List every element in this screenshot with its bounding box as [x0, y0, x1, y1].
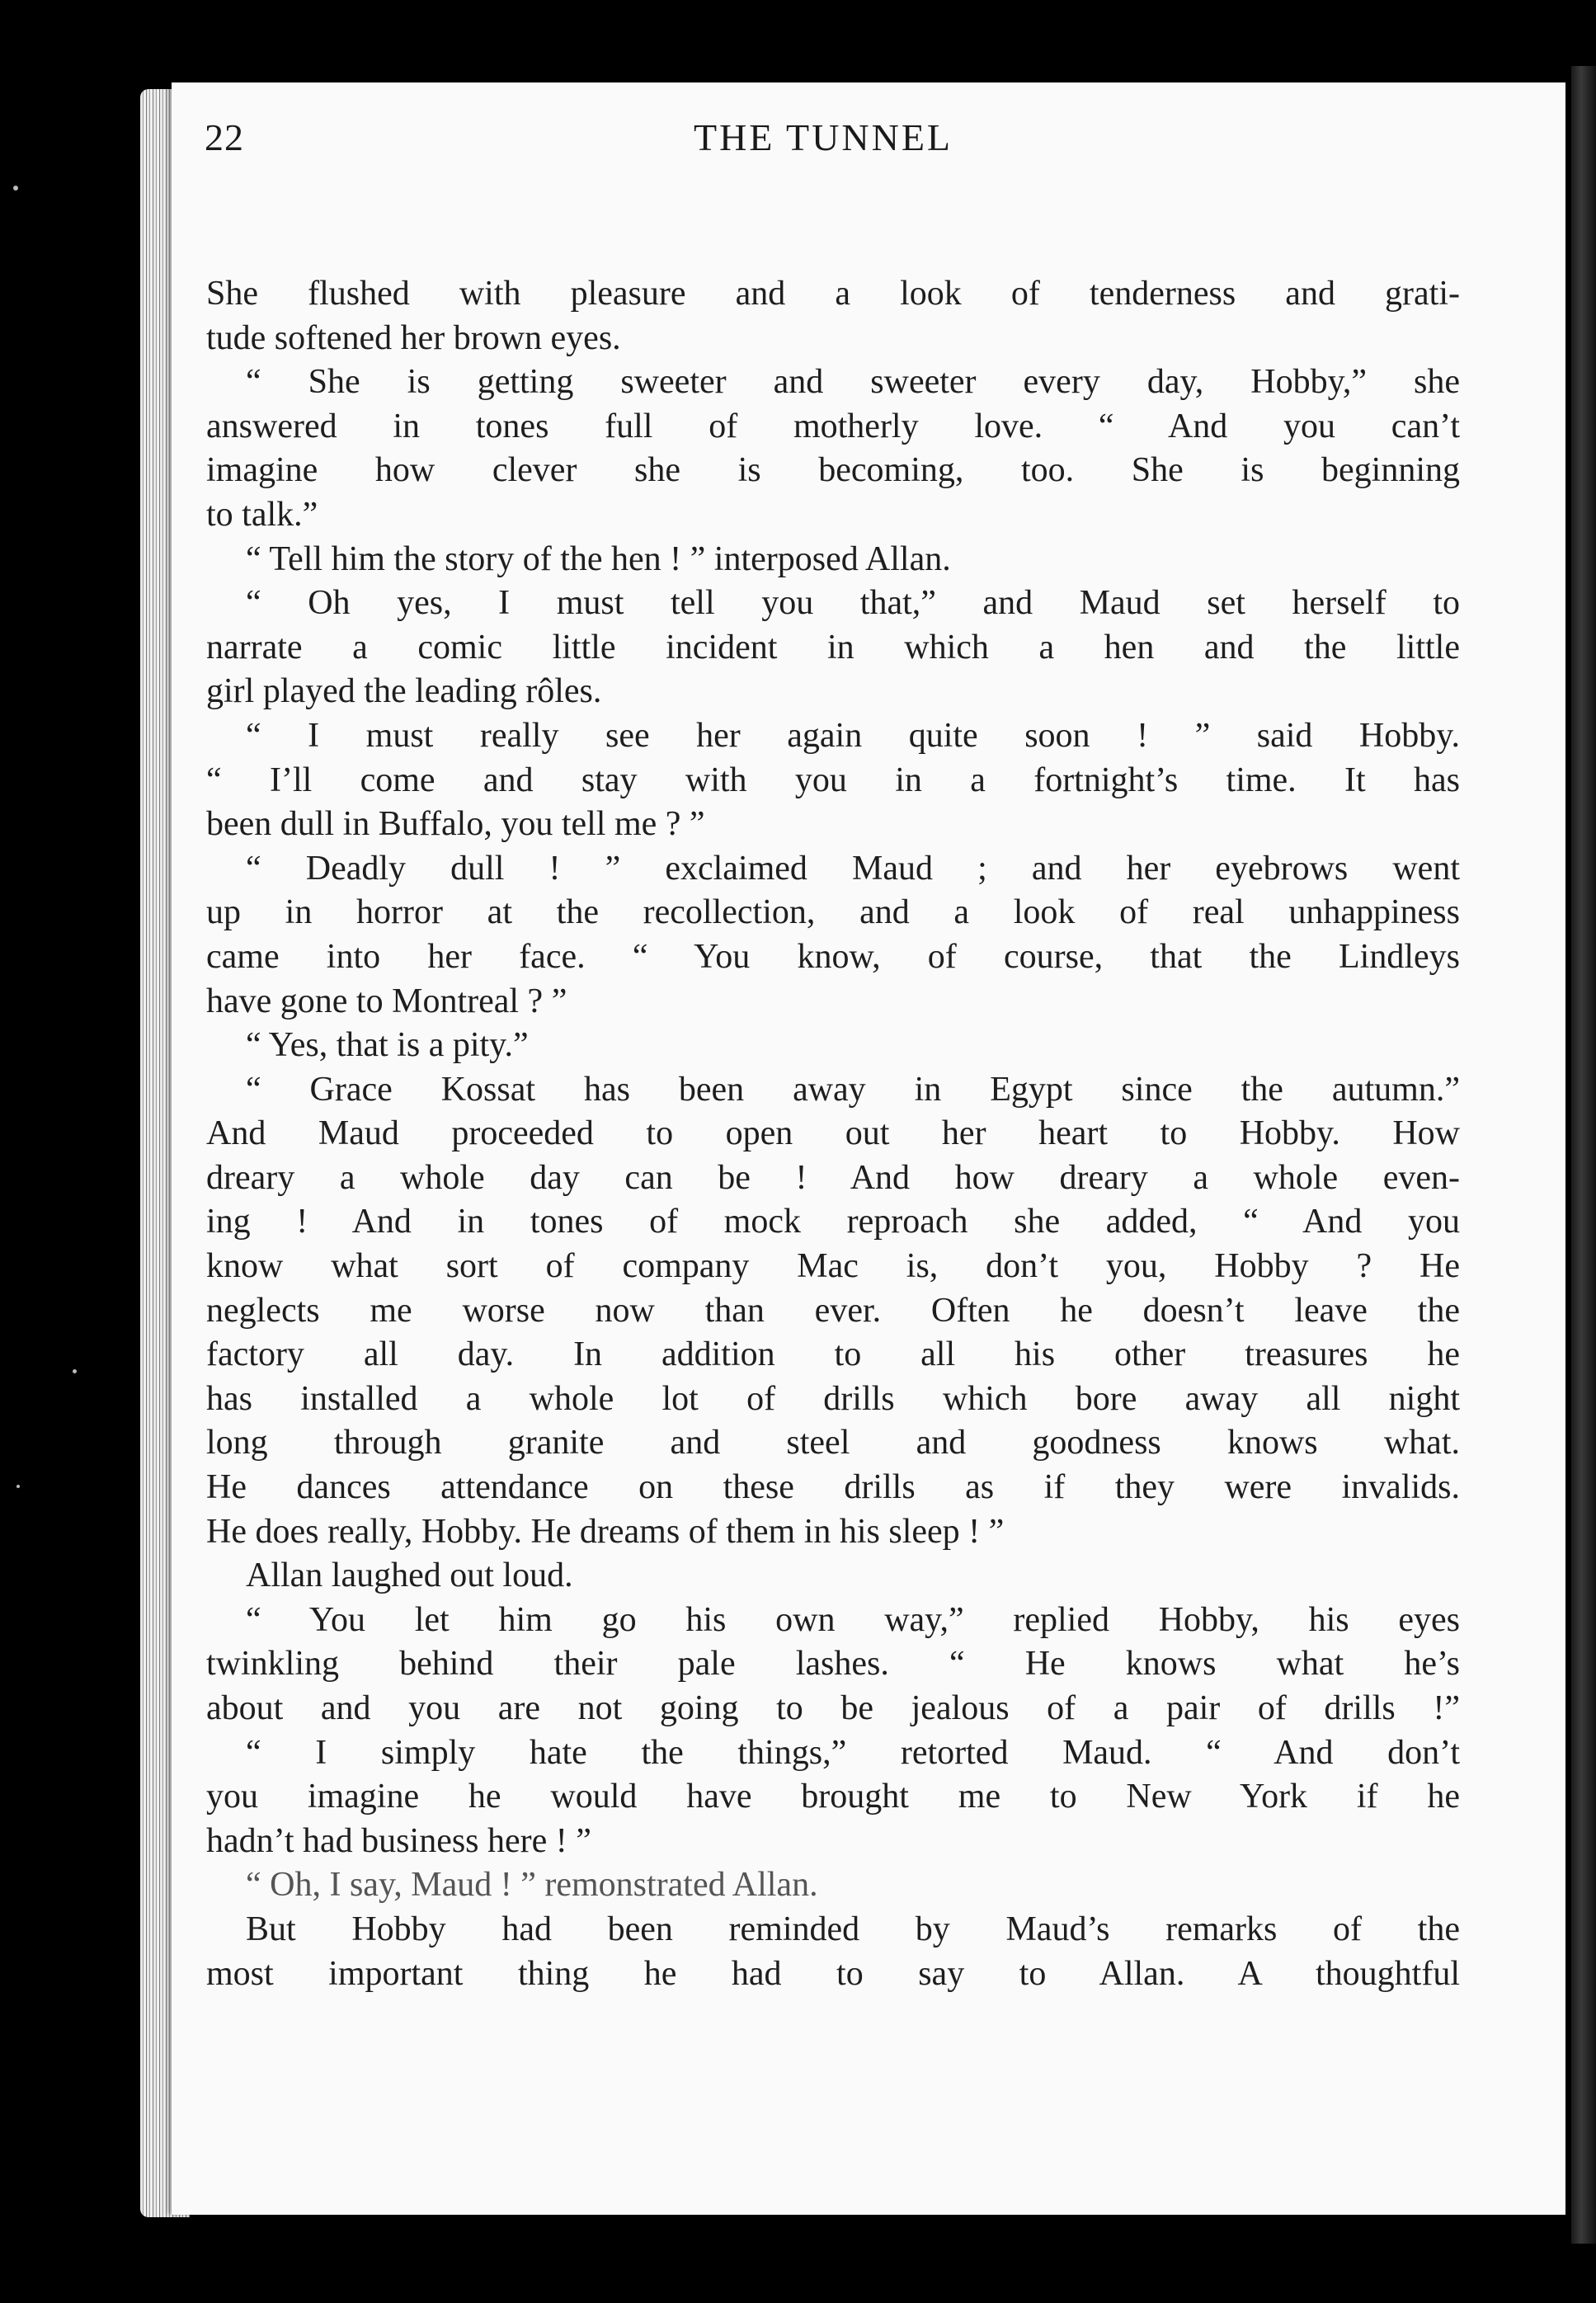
text-line: He does really, Hobby. He dreams of them in his sleep ! ” — [206, 1512, 1005, 1551]
body-text — [206, 272, 1460, 1996]
text-line: And Maud proceeded to open out her heart to Hobby. How — [206, 1114, 1460, 1153]
text-line: factory all day. In addition to all his other treasures he — [206, 1335, 1460, 1374]
text-line: girl played the leading rôles. — [206, 672, 602, 711]
text-line: He dances attendance on these drills as if they were invalids. — [206, 1468, 1460, 1507]
text-line: have gone to Montreal ? ” — [206, 982, 567, 1020]
text-line: tude softened her brown eyes. — [206, 318, 621, 357]
text-line: “ You let him go his own way,” replied Hobby, his eyes — [246, 1600, 1460, 1639]
text-line: know what sort of company Mac is, don’t you, Hobby ? He — [206, 1247, 1460, 1286]
text-line: “ I’ll come and stay with you in a fortnight’s time. It has — [206, 761, 1460, 799]
text-line: answered in tones full of motherly love. “ And you can’t — [206, 407, 1460, 445]
text-line: “ Grace Kossat has been away in Egypt since the autumn.” — [246, 1070, 1460, 1109]
text-line: “ Deadly dull ! ” exclaimed Maud ; and her eyebrows went — [246, 849, 1460, 888]
adjacent-page-edge — [1571, 66, 1596, 2244]
text-line: neglects me worse now than ever. Often he doesn’t leave the — [206, 1291, 1460, 1330]
text-line: has installed a whole lot of drills which bore away all night — [206, 1379, 1460, 1418]
running-title: THE TUNNEL — [693, 116, 953, 158]
text-line: twinkling behind their pale lashes. “ He knows what he’s — [206, 1645, 1460, 1684]
text-line: most important thing he had to say to Allan. A thoughtful — [206, 1954, 1460, 1993]
text-line: “ Oh, I say, Maud ! ” remonstrated Allan. — [246, 1866, 818, 1905]
text-line: been dull in Buffalo, you tell me ? ” — [206, 805, 705, 844]
text-line: imagine how clever she is becoming, too. She is beginning — [206, 451, 1460, 490]
text-line: up in horror at the recollection, and a look of real unhappiness — [206, 893, 1460, 932]
text-line: “ Tell him the story of the hen ! ” interposed Allan. — [246, 539, 951, 578]
scan-speck — [13, 186, 18, 191]
text-line: narrate a comic little incident in which a hen and the little — [206, 628, 1460, 666]
scan-speck — [16, 1485, 20, 1488]
scan-speck — [73, 1369, 77, 1373]
text-line: long through granite and steel and goodness knows what. — [206, 1424, 1460, 1462]
text-line: She flushed with pleasure and a look of tenderness and grati- — [206, 275, 1460, 313]
page-header — [205, 115, 1442, 190]
text-line: hadn’t had business here ! ” — [206, 1821, 591, 1860]
text-line: “ Oh yes, I must tell you that,” and Maud set herself to — [246, 584, 1460, 623]
text-line: “ Yes, that is a pity.” — [246, 1026, 529, 1065]
text-line: you imagine he would have brought me to New York if he — [206, 1778, 1460, 1816]
text-line: ing ! And in tones of mock reproach she added, “ And you — [206, 1203, 1460, 1241]
text-line: about and you are not going to be jealous of a pair of drills !” — [206, 1689, 1460, 1727]
text-line: Allan laughed out loud. — [246, 1557, 573, 1595]
page-number: 22 — [205, 116, 244, 158]
text-line: dreary a whole day can be ! And how dreary a whole even- — [206, 1158, 1460, 1197]
text-line: to talk.” — [206, 495, 318, 534]
text-line: came into her face. “ You know, of course, that the Lindleys — [206, 937, 1460, 976]
text-line: “ I must really see her again quite soon ! ” said Hobby. — [246, 716, 1460, 755]
text-line: “ She is getting sweeter and sweeter every day, Hobby,” she — [246, 363, 1460, 402]
text-line: But Hobby had been reminded by Maud’s remarks of the — [246, 1910, 1460, 1948]
text-line: “ I simply hate the things,” retorted Maud. “ And don’t — [246, 1733, 1460, 1772]
